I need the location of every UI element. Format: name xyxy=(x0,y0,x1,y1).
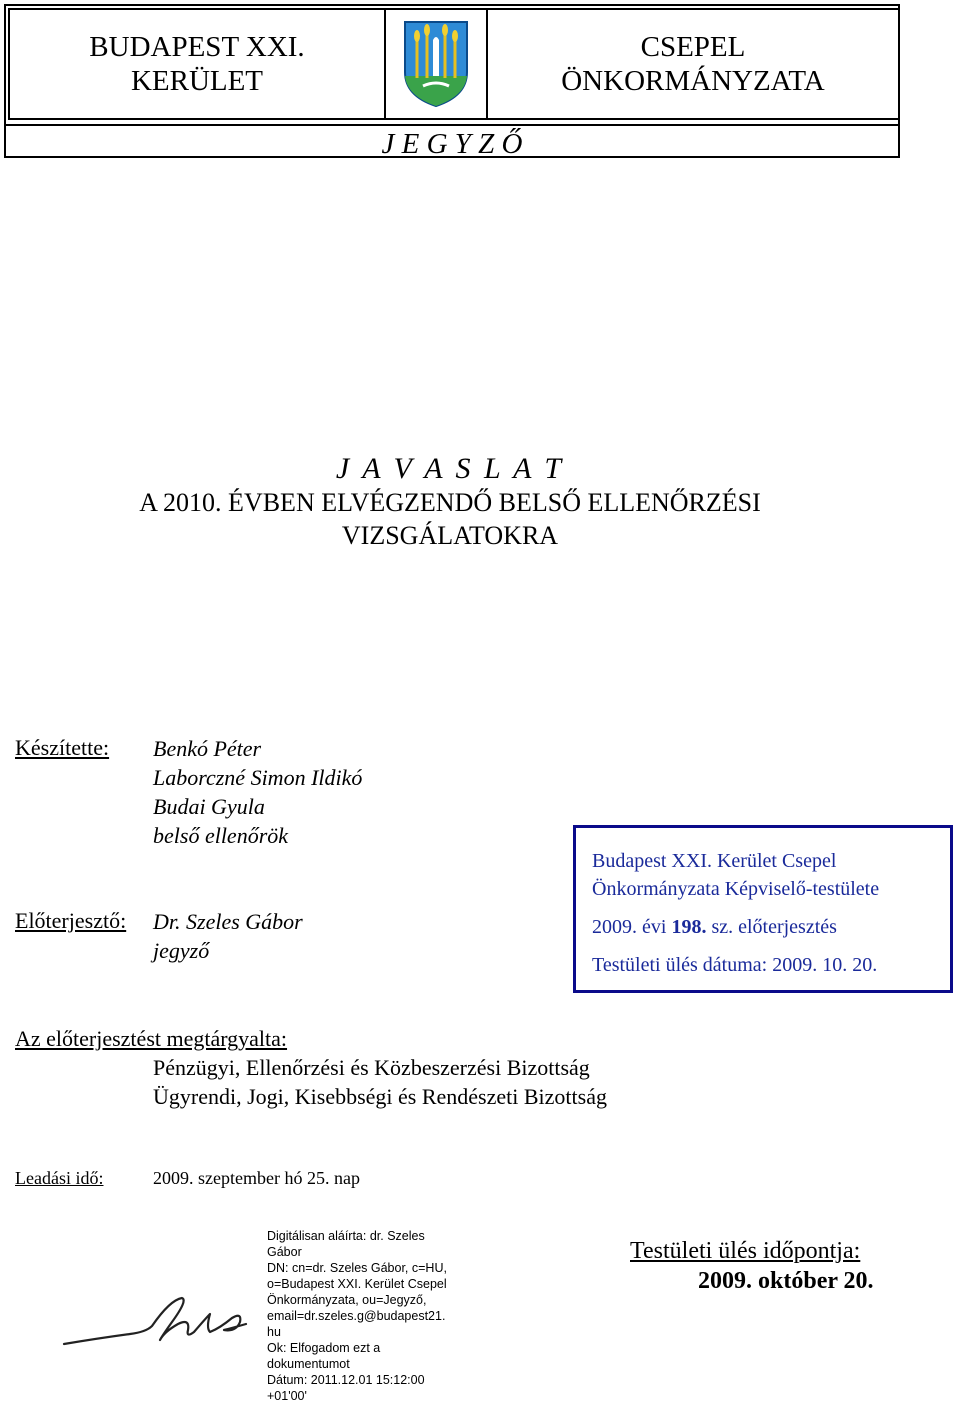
signature-line: o=Budapest XXI. Kerület Csepel xyxy=(267,1277,447,1291)
header-crest-cell xyxy=(386,8,486,120)
signature-line: Digitálisan aláírta: dr. Szeles xyxy=(267,1229,425,1243)
meeting-date-value: 2009. október 20. xyxy=(698,1268,874,1294)
infobox-line3-pre: 2009. évi xyxy=(592,916,672,938)
infobox-line2: Önkormányzata Képviselő-testülete xyxy=(592,878,880,900)
submission-date: 2009. szeptember hó 25. nap xyxy=(153,1168,360,1188)
infobox-meeting-date: Testületi ülés dátuma: 2009. 10. 20. xyxy=(592,954,878,976)
document-subject-line2: VIZSGÁLATOKRA xyxy=(341,521,559,550)
header-municipality xyxy=(486,8,900,120)
committee-1: Pénzügyi, Ellenőrzési és Közbeszerzési Bizottság xyxy=(153,1055,590,1080)
document-subject-line1: A 2010. ÉVBEN ELVÉGZENDŐ BELSŐ ELLENŐRZÉSI xyxy=(139,488,761,517)
signature-line: Önkormányzata, ou=Jegyző, xyxy=(267,1293,427,1307)
presenter-role: jegyző xyxy=(153,938,210,963)
header-office: J E G Y Z Ő xyxy=(6,124,898,158)
signature-line: DN: cn=dr. Szeles Gábor, c=HU, xyxy=(267,1261,447,1275)
header-district xyxy=(8,8,386,120)
signature-line: hu xyxy=(267,1325,281,1339)
proposal-info-box xyxy=(573,825,953,993)
signature-line: dokumentumot xyxy=(267,1357,350,1371)
submission-label: Leadási idő: xyxy=(15,1168,104,1188)
header-left-line2: KERÜLET xyxy=(130,65,264,97)
preparer-name-2: Laborczné Simon Ildikó xyxy=(153,765,363,790)
meeting-date-label: Testületi ülés időpontja: xyxy=(630,1238,861,1264)
signature-line: Dátum: 2011.12.01 15:12:00 xyxy=(267,1373,425,1387)
signature-line: +01'00' xyxy=(267,1389,307,1403)
preparer-name-3: Budai Gyula xyxy=(153,794,265,819)
header-right-line1: CSEPEL xyxy=(640,31,746,63)
discussed-label: Az előterjesztést megtárgyalta: xyxy=(15,1026,288,1051)
header-right-line2: ÖNKORMÁNYZATA xyxy=(561,65,825,97)
document-type-title: J A V A S L A T xyxy=(335,452,565,485)
infobox-proposal-number xyxy=(592,916,837,939)
signature-line: Gábor xyxy=(267,1245,302,1259)
header-table xyxy=(4,4,900,158)
coat-of-arms-icon xyxy=(403,20,469,108)
committee-2: Ügyrendi, Jogi, Kisebbségi és Rendészeti Bizottság xyxy=(153,1084,607,1109)
header-left-line1: BUDAPEST XXI. xyxy=(89,31,305,63)
header-top-row xyxy=(6,6,898,122)
preparer-role: belső ellenőrök xyxy=(153,823,289,848)
signature-line: Ok: Elfogadom ezt a xyxy=(267,1341,381,1355)
infobox-line3-post: sz. előterjesztés xyxy=(706,916,837,938)
presenter-name: Dr. Szeles Gábor xyxy=(153,909,303,934)
infobox-line3-number: 198. xyxy=(671,916,707,938)
digital-signature-block xyxy=(267,1228,487,1404)
infobox-line1: Budapest XXI. Kerület Csepel xyxy=(592,850,837,872)
preparer-name-1: Benkó Péter xyxy=(153,736,262,761)
signature-line: email=dr.szeles.g@budapest21. xyxy=(267,1309,446,1323)
handwritten-signature xyxy=(60,1288,260,1356)
prepared-by-label: Készítette: xyxy=(15,735,110,760)
presenter-label: Előterjesztő: xyxy=(15,908,127,933)
